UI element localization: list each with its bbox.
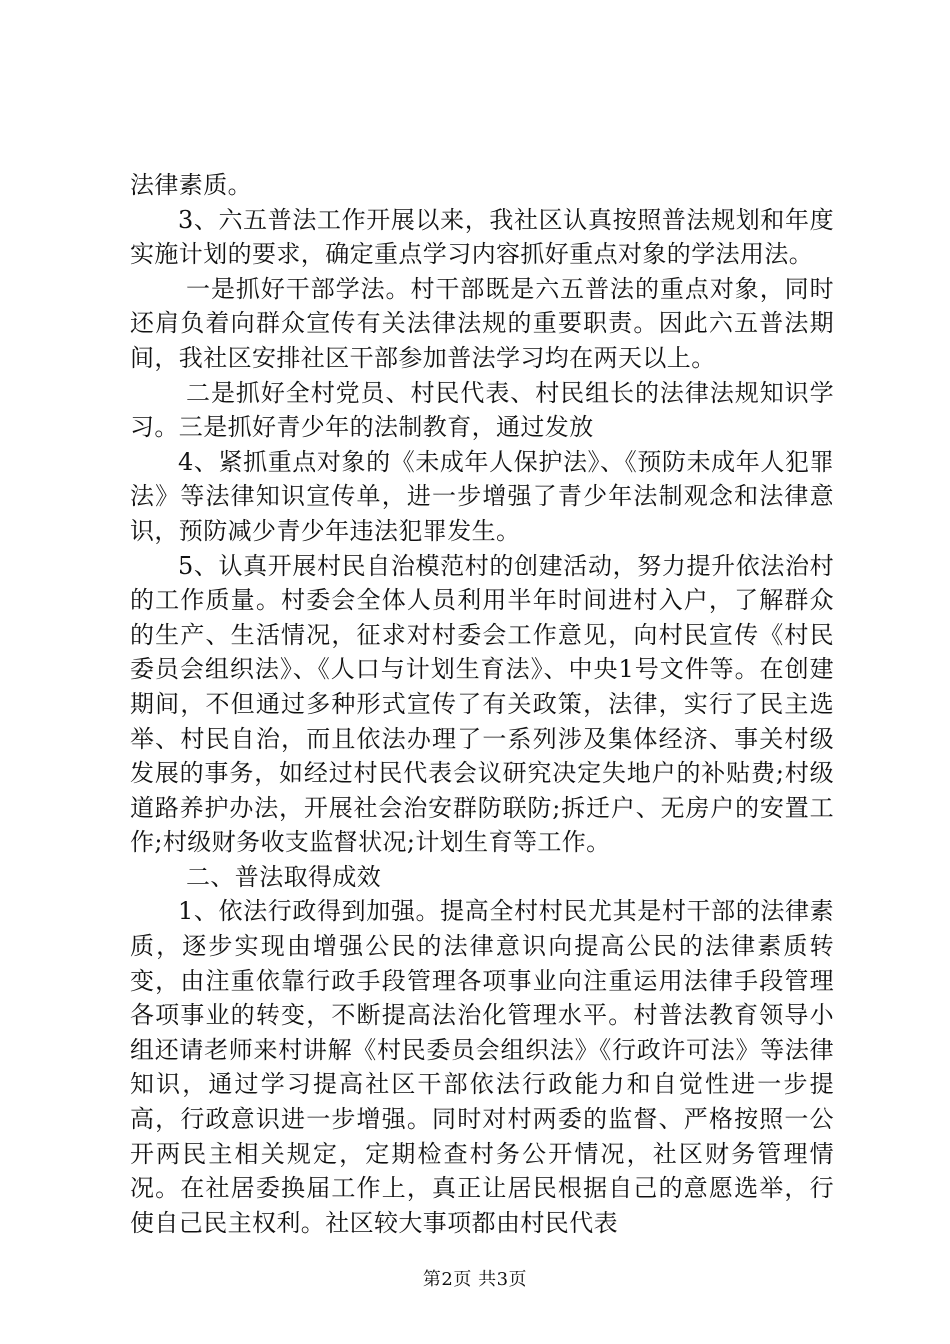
paragraph-continuation: 法律素质。 — [130, 171, 252, 199]
paragraph-result-1: 1、依法行政得到加强。提高全村村民尤其是村干部的法律素质，逐步实现由增强公民的法律意识向提高公民的法律素质转变，由注重依靠行政手段管理各项事业向注重运用法律手段管理各项事业的转变，不断提高法治化管理水平。村普法教育领导小组还请老师来村讲解《村民委员会组织法》《行政许可法》等法律知识，通过学习提高社区干部依法行政能力和自觉性进一步提高，行政意识进一步增强。同时对村两委的监督、严格按照一公开两民主相关规定，定期检查村务公开情况，社区财务管理情况。在社居委换届工作上，真正让居民根据自己的意愿选举，行使自己民主权利。社区较大事项都由村民代表 — [130, 897, 834, 1237]
paragraph-item-3: 3、六五普法工作开展以来，我社区认真按照普法规划和年度实施计划的要求，确定重点学习内容抓好重点对象的学法用法。 — [130, 205, 834, 269]
paragraph-party-members-study: 二是抓好全村党员、村民代表、村民组长的法律法规知识学习。三是抓好青少年的法制教育，通过发放 — [130, 378, 834, 442]
section-heading-results: 二、普法取得成效 — [186, 862, 382, 891]
paragraph-item-4: 4、紧抓重点对象的《未成年人保护法》、《预防未成年人犯罪法》等法律知识宣传单，进一步增强了青少年法制观念和法律意识，预防减少青少年违法犯罪发生。 — [130, 447, 834, 545]
paragraph-cadre-study: 一是抓好干部学法。村干部既是六五普法的重点对象，同时还肩负着向群众宣传有关法律法规的重要职责。因此六五普法期间，我社区安排社区干部参加普法学习均在两天以上。 — [130, 274, 834, 372]
page-number-footer: 第2页 共3页 — [422, 1269, 528, 1290]
document-body — [130, 168, 834, 1240]
paragraph-item-5: 5、认真开展村民自治模范村的创建活动，努力提升依法治村的工作质量。村委会全体人员利用半年时间进村入户，了解群众的生产、生活情况，征求对村委会工作意见，向村民宣传《村民委员会组织法》、《人口与计划生育法》、中央1号文件等。在创建期间，不但通过多种形式宣传了有关政策，法律，实行了民主选举、村民自治，而且依法办理了一系列涉及集体经济、事关村级发展的事务，如经过村民代表会议研究决定失地户的补贴费;村级道路养护办法，开展社会治安群防联防;拆迁户、无房户的安置工作;村级财务收支监督状况;计划生育等工作。 — [130, 551, 834, 857]
